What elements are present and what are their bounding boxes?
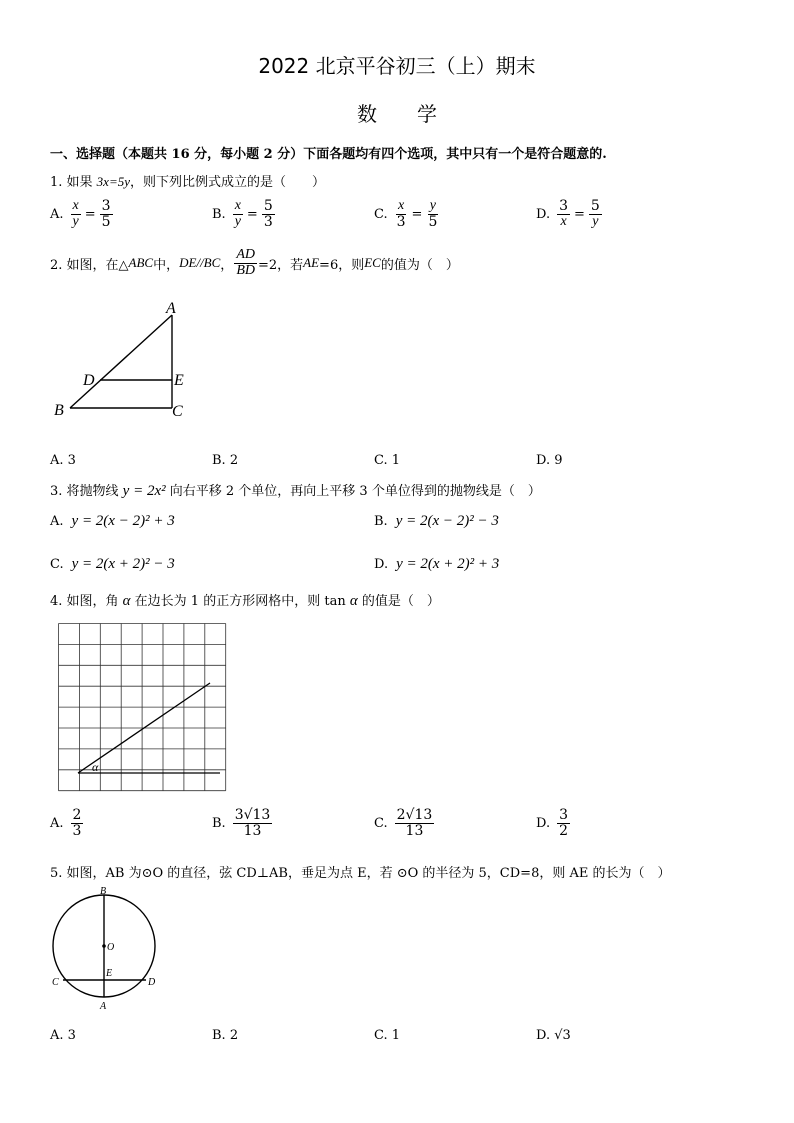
page-title: 2022 北京平谷初三（上）期末 <box>258 54 536 78</box>
fraction-denominator: 13 <box>405 822 424 839</box>
fraction-denominator: y <box>592 213 599 229</box>
option-expression: y = 2(x − 2)² + 3 <box>71 513 175 529</box>
q4-option-c <box>374 808 435 838</box>
question-5: 5. 如图，AB 为⊙O 的直径，弦 CD⊥AB，垂足为点 E，若 ⊙O 的半径为 5，CD=8，则 AE 的长为（ ） <box>50 866 671 881</box>
label-E: E <box>106 968 113 979</box>
fraction-denominator: 13 <box>243 822 262 839</box>
triangle-figure <box>50 295 200 425</box>
label-D: D <box>83 372 95 389</box>
label-E: E <box>174 372 184 389</box>
option-label: B. <box>374 514 388 529</box>
q4-option-a <box>50 808 84 838</box>
label-C: C <box>172 403 183 420</box>
fraction-numerator: 5 <box>590 198 600 214</box>
fraction-denominator: x <box>560 213 567 229</box>
q4-option-d <box>536 808 571 838</box>
q3-option-b <box>374 513 499 530</box>
q5-option-a: A. 3 <box>50 1028 76 1043</box>
label-A: A <box>100 1001 107 1012</box>
option-label: D. <box>374 557 389 572</box>
circle-figure <box>50 888 160 1012</box>
fraction-denominator: 5 <box>101 213 111 230</box>
q4-option-b <box>212 808 273 838</box>
q1-option-d <box>536 199 603 229</box>
fraction <box>100 199 113 229</box>
q5-option-d: D. √3 <box>536 1028 571 1043</box>
fraction <box>71 199 81 229</box>
q3-option-a <box>50 513 175 530</box>
label-A: A <box>166 300 176 317</box>
subject-title: 数 学 <box>357 102 437 126</box>
equals-sign: = <box>574 206 585 222</box>
option-label: A. <box>50 815 64 831</box>
fraction <box>557 808 570 838</box>
option-label: D. <box>536 815 551 831</box>
option-label: A. <box>50 514 64 529</box>
question-3: 3. 将抛物线 y = 2x² 向右平移 2 个单位，再向上平移 3 个单位得到的抛物线是（ ） <box>50 483 541 499</box>
q3-option-d <box>374 556 499 573</box>
fraction-numerator: x <box>397 198 405 213</box>
fraction <box>233 199 243 229</box>
q1-option-b <box>212 199 276 229</box>
fraction-denominator: 3 <box>72 822 82 839</box>
fraction <box>71 808 84 838</box>
fraction-denominator: 2 <box>559 822 569 839</box>
option-label: C. <box>374 815 388 831</box>
fraction <box>395 808 435 838</box>
option-expression: y = 2(x + 2)² + 3 <box>396 556 500 572</box>
question-2: 2. 如图，在△ ABC 中， DE//BC ， $\frac{AD}{BD}$ =2，若 AE =6，则 EC 的值为（ ） <box>50 247 459 278</box>
fraction <box>262 199 275 229</box>
fraction <box>426 199 439 229</box>
label-C: C <box>52 977 59 988</box>
q3-option-c <box>50 556 175 573</box>
option-expression: y = 2(x + 2)² − 3 <box>71 556 175 572</box>
fraction-numerator: x <box>72 198 79 213</box>
q2-option-b: B. 2 <box>212 453 239 468</box>
ad-bd-fraction: $\frac{AD}{BD}$ <box>236 247 255 278</box>
fraction-numerator: 3 <box>559 198 569 214</box>
question-4: 4. 如图，角 α 在边长为 1 的正方形网格中，则 tan α 的值是（ ） <box>50 593 440 609</box>
option-expression: y = 2(x − 2)² − 3 <box>395 513 499 529</box>
fraction <box>395 199 408 229</box>
option-label: A. <box>50 206 64 222</box>
fraction-numerator: x <box>234 198 241 213</box>
fraction <box>589 199 602 229</box>
equals-sign: = <box>246 206 258 222</box>
option-label: B. <box>212 206 226 222</box>
q1-option-c <box>374 199 440 229</box>
fraction-numerator: y <box>429 198 437 213</box>
option-label: B. <box>212 815 226 831</box>
label-D: D <box>148 977 156 988</box>
section-heading: 一、选择题（本题共 16 分，每小题 2 分）下面各题均有四个选项，其中只有一个是符合题意的. <box>50 147 607 162</box>
label-B: B <box>100 886 107 897</box>
angle-alpha-label: α <box>92 760 99 774</box>
label-O: O <box>107 942 115 953</box>
q2-option-d: D. 9 <box>536 453 563 468</box>
option-label: C. <box>374 206 388 222</box>
question-1: 1. 如果 3x=5y，则下列比例式成立的是（ ） <box>50 174 325 190</box>
fraction <box>557 199 570 229</box>
q5-option-b: B. 2 <box>212 1028 239 1043</box>
fraction-denominator: 3 <box>263 213 273 230</box>
fraction-numerator: 2√13 <box>396 807 433 823</box>
q2-option-c: C. 1 <box>374 453 401 468</box>
fraction-denominator: y <box>234 213 241 229</box>
fraction <box>233 808 273 838</box>
option-label: C. <box>50 557 64 572</box>
fraction-denominator: 5 <box>428 213 438 230</box>
equals-sign: = <box>84 206 96 222</box>
square-grid-figure <box>58 623 228 793</box>
q2-option-a: A. 3 <box>50 453 76 468</box>
fraction-denominator: 3 <box>396 213 406 230</box>
fraction-numerator: 3√13 <box>234 807 271 823</box>
label-B: B <box>54 402 64 419</box>
q5-option-c: C. 1 <box>374 1028 401 1043</box>
fraction-denominator: y <box>72 213 79 229</box>
q1-option-a <box>50 199 114 229</box>
fraction-numerator: 3 <box>101 198 111 214</box>
fraction-numerator: 2 <box>72 807 82 823</box>
fraction-numerator: 3 <box>559 807 569 823</box>
option-label: D. <box>536 206 551 222</box>
fraction-numerator: 5 <box>263 198 273 214</box>
equals-sign: = <box>411 206 423 222</box>
